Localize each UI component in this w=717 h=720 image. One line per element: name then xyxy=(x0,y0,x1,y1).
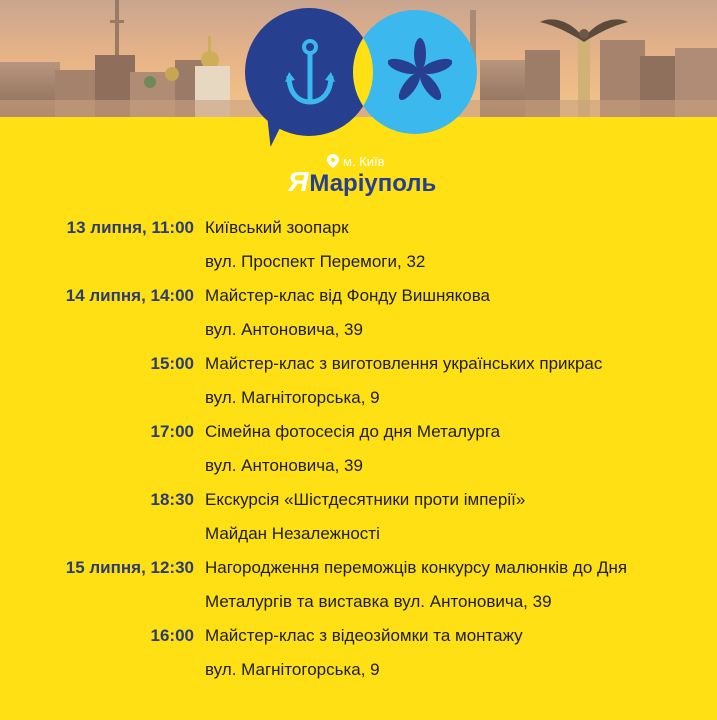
chestnut-leaf-icon xyxy=(388,36,452,104)
city-name: м. Київ xyxy=(343,153,385,169)
event-title: Сімейна фотосесія до дня Металурга xyxy=(205,422,501,441)
schedule-row xyxy=(0,456,717,480)
schedule-row xyxy=(0,286,717,310)
schedule-row xyxy=(0,388,717,412)
event-address: вул. Антоновича, 39 xyxy=(205,456,363,475)
schedule-row xyxy=(0,320,717,344)
event-date-time: 18:30 xyxy=(150,490,194,509)
schedule-row xyxy=(0,626,717,650)
ya-mariupol-logo xyxy=(245,8,485,158)
event-address: вул. Магнітогорська, 9 xyxy=(205,388,380,407)
schedule-row xyxy=(0,660,717,684)
event-date-time: 15:00 xyxy=(150,354,194,373)
brand-prefix: Я xyxy=(288,166,309,197)
schedule-row xyxy=(0,524,717,548)
event-address: вул. Антоновича, 39 xyxy=(205,320,363,339)
schedule-row xyxy=(0,422,717,446)
event-date-time: 15 липня, 12:30 xyxy=(65,558,194,577)
anchor-icon xyxy=(283,38,337,108)
event-date-time: 16:00 xyxy=(150,626,194,645)
event-date-time: 14 липня, 14:00 xyxy=(65,286,194,305)
event-title: Майстер-клас з відеозйомки та монтажу xyxy=(205,626,523,645)
schedule-row xyxy=(0,354,717,378)
schedule-row xyxy=(0,592,717,616)
brand-wordmark xyxy=(288,166,436,200)
schedule-row xyxy=(0,490,717,514)
event-address: вул. Магнітогорська, 9 xyxy=(205,660,380,679)
event-date-time: 17:00 xyxy=(150,422,194,441)
event-title: Київський зоопарк xyxy=(205,218,349,237)
event-date-time: 13 липня, 11:00 xyxy=(66,218,194,237)
brand-name: Маріуполь xyxy=(309,170,437,197)
schedule-row xyxy=(0,252,717,276)
event-address: вул. Проспект Перемоги, 32 xyxy=(205,252,426,271)
event-title: Майстер-клас від Фонду Вишнякова xyxy=(205,286,490,305)
schedule-row xyxy=(0,558,717,582)
event-title: Нагородження переможців конкурсу малюнків до Дня xyxy=(205,558,628,577)
schedule-row xyxy=(0,218,717,242)
event-title: Майстер-клас з виготовлення українських прикрас xyxy=(205,354,603,373)
event-title-continued: Металургів та виставка вул. Антоновича, 39 xyxy=(205,592,552,611)
event-address: Майдан Незалежності xyxy=(205,524,380,543)
event-title: Екскурсія «Шістдесятники проти імперії» xyxy=(205,490,526,509)
